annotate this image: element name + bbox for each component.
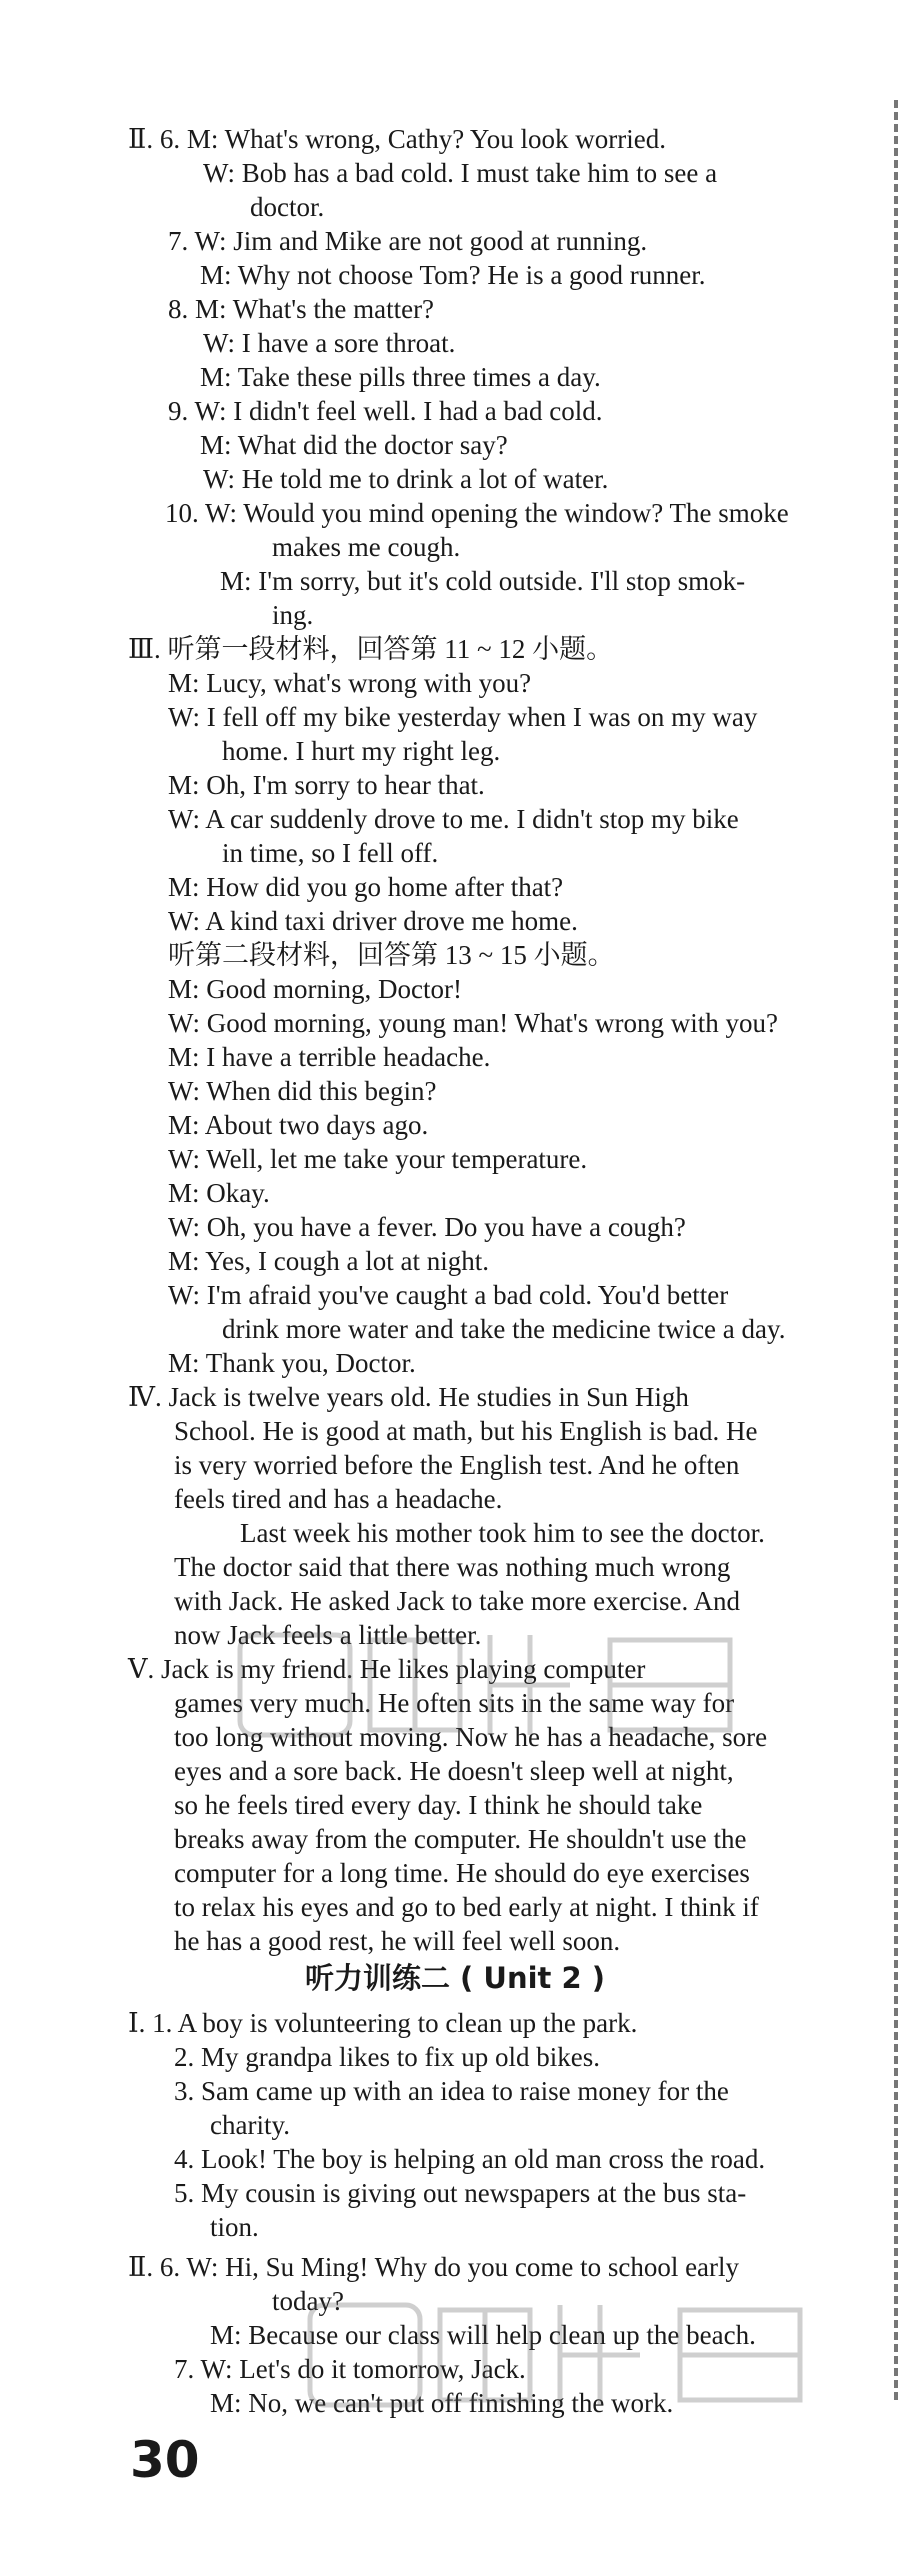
text-line: 2. My grandpa likes to fix up old bikes. xyxy=(174,2042,600,2072)
text-line: M: Good morning, Doctor! xyxy=(168,974,462,1004)
text-line: now Jack feels a little better. xyxy=(174,1620,482,1650)
text-line: W: I fell off my bike yesterday when I was on my way xyxy=(168,702,758,732)
text-line: today? xyxy=(272,2286,344,2316)
text-line: M: Thank you, Doctor. xyxy=(168,1348,416,1378)
text-line: W: Bob has a bad cold. I must take him to see a xyxy=(203,158,718,188)
page-number: 30 xyxy=(130,2431,200,2489)
text-line: so he feels tired every day. I think he should take xyxy=(174,1790,703,1820)
text-line: W: I'm afraid you've caught a bad cold. You'd better xyxy=(168,1280,729,1310)
watermark-graphic xyxy=(300,2290,820,2420)
text-line: home. I hurt my right leg. xyxy=(222,736,501,766)
text-line: 3. Sam came up with an idea to raise money for the xyxy=(174,2076,729,2106)
text-line: W: When did this begin? xyxy=(168,1076,437,1106)
text-line: he has a good rest, he will feel well soon. xyxy=(174,1926,621,1956)
section-heading: 听第二段材料，回答第 13 ~ 15 小题。 xyxy=(168,940,615,970)
text-line: W: Good morning, young man! What's wrong with you? xyxy=(168,1008,779,1038)
text-line: 5. My cousin is giving out newspapers at the bus sta- xyxy=(174,2178,747,2208)
text-line: to relax his eyes and go to bed early at night. I think if xyxy=(174,1892,759,1922)
text-line: M: I have a terrible headache. xyxy=(168,1042,491,1072)
section-heading: Ⅲ. 听第一段材料，回答第 11 ~ 12 小题。 xyxy=(128,634,614,664)
text-line: W: I have a sore throat. xyxy=(203,328,456,358)
text-line: 7. W: Jim and Mike are not good at running. xyxy=(168,226,648,256)
text-line: W: He told me to drink a lot of water. xyxy=(203,464,609,494)
text-line: doctor. xyxy=(250,192,325,222)
text-line: M: Take these pills three times a day. xyxy=(200,362,601,392)
text-line: Ⅴ. Jack is my friend. He likes playing computer xyxy=(128,1654,646,1684)
text-line: M: No, we can't put off finishing the work. xyxy=(210,2388,674,2418)
text-line: W: Oh, you have a fever. Do you have a cough? xyxy=(168,1212,686,1242)
text-line: eyes and a sore back. He doesn't sleep well at night, xyxy=(174,1756,734,1786)
text-line: W: Well, let me take your temperature. xyxy=(168,1144,588,1174)
text-line: Ⅱ. 6. W: Hi, Su Ming! Why do you come to school early xyxy=(128,2252,740,2282)
text-line: School. He is good at math, but his English is bad. He xyxy=(174,1416,758,1446)
text-line: is very worried before the English test. And he often xyxy=(174,1450,740,1480)
page-edge-dashes xyxy=(894,100,898,2400)
text-line: M: Oh, I'm sorry to hear that. xyxy=(168,770,485,800)
text-line: with Jack. He asked Jack to take more exercise. And xyxy=(174,1586,741,1616)
text-line: too long without moving. Now he has a headache, sore xyxy=(174,1722,768,1752)
text-line: feels tired and has a headache. xyxy=(174,1484,503,1514)
text-line: tion. xyxy=(210,2212,259,2242)
text-line: computer for a long time. He should do eye exercises xyxy=(174,1858,750,1888)
watermark-graphic xyxy=(230,1620,750,1750)
text-line: Ⅳ. Jack is twelve years old. He studies in Sun High xyxy=(128,1382,689,1412)
text-line: The doctor said that there was nothing much wrong xyxy=(174,1552,731,1582)
text-line: 8. M: What's the matter? xyxy=(168,294,435,324)
text-line: 4. Look! The boy is helping an old man cross the road. xyxy=(174,2144,766,2174)
text-line: Ⅰ. 1. A boy is volunteering to clean up the park. xyxy=(128,2008,638,2038)
text-line: games very much. He often sits in the same way for xyxy=(174,1688,735,1718)
text-line: 7. W: Let's do it tomorrow, Jack. xyxy=(174,2354,526,2384)
text-line: M: What did the doctor say? xyxy=(200,430,508,460)
text-line: M: How did you go home after that? xyxy=(168,872,564,902)
text-line: M: Yes, I cough a lot at night. xyxy=(168,1246,489,1276)
text-line: M: Lucy, what's wrong with you? xyxy=(168,668,532,698)
text-line: W: A car suddenly drove to me. I didn't stop my bike xyxy=(168,804,739,834)
text-line: charity. xyxy=(210,2110,290,2140)
text-line: M: Because our class will help clean up the beach. xyxy=(210,2320,756,2350)
text-line: ing. xyxy=(272,600,314,630)
text-line: Last week his mother took him to see the doctor. xyxy=(240,1518,765,1548)
text-line: 10. W: Would you mind opening the window? The smoke xyxy=(165,498,789,528)
text-line: drink more water and take the medicine twice a day. xyxy=(222,1314,786,1344)
text-line: Ⅱ. 6. M: What's wrong, Cathy? You look worried. xyxy=(128,124,666,154)
text-line: M: Okay. xyxy=(168,1178,270,1208)
text-line: W: A kind taxi driver drove me home. xyxy=(168,906,578,936)
text-line: M: Why not choose Tom? He is a good runner. xyxy=(200,260,706,290)
unit-heading: 听力训练二 ( Unit 2 ) xyxy=(304,1961,606,1995)
text-line: M: I'm sorry, but it's cold outside. I'll stop smok- xyxy=(220,566,746,596)
text-line: M: About two days ago. xyxy=(168,1110,429,1140)
text-line: in time, so I fell off. xyxy=(222,838,439,868)
text-line: breaks away from the computer. He shouldn't use the xyxy=(174,1824,747,1854)
text-line: 9. W: I didn't feel well. I had a bad cold. xyxy=(168,396,603,426)
text-line: makes me cough. xyxy=(272,532,461,562)
